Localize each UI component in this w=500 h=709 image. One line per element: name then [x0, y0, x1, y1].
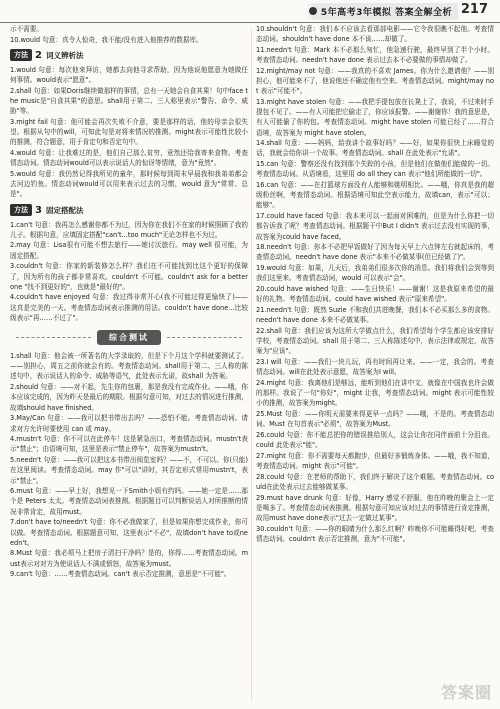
answer-item: 21.needn't 句意：既然 Suzie 不和我们共进晚餐，我们本不必买那么多的食物。needn't have done 本来不必做某事。 — [256, 305, 494, 325]
answer-item: 22.shall 句意：我们应该为这所大学做点什么，我们希望每个学生都应该安排好学校，考查情态动词。shall 用于第二、三人称陈述句中，表示法律或规定，故答案为"应该"。 — [256, 326, 494, 356]
brand-text: 5年高考3年模拟 答案全解全析 — [320, 8, 452, 18]
answer-item: 30.couldn't 句意：——你的眼睛为什么那么红啊？昨晚你不可能睡得好吧，考查情态动词。couldn't 表示否定推测，意为"不可能"。 — [256, 524, 494, 543]
page-header — [0, 0, 500, 23]
answer-item: 2.should 句意：——对不起，先生你的包裹，那是我没有完成作业。——哦，你本应该完成的，因为昨天是最后的期限。根据句意可知，对过去的情况进行推测，故填should have finished。 — [10, 383, 248, 412]
page-number: 217 — [460, 2, 488, 17]
book-brand — [305, 3, 458, 20]
answer-item: 13.might have stolen 句意：——我把手提包放在长凳上了，我说，不过来时手提包不见了。——有人可能把它偷走了，你应该报警。——谢谢你！我的意思是，有人可能偷了你的包。考查情态动词。might have stolen 可能已经了……符合语境，故答案为 might have stolen。 — [256, 97, 494, 137]
method-number: 3 — [35, 204, 42, 216]
answer-item: 5.needn't 句意：——我可以把这本书带出阅览室吗？——不，不可以。你(只能)在这里阅读。考查情态动词。may 作"可以"讲时，其否定形式常用mustn't，表示"禁止"。 — [10, 456, 248, 485]
answer-item: 11.needn't 句意：Mark 本不必那么匆忙，他急速行驶，最终早到了半个小时。考查情态动词。needn't have done 表示过去本不必要做的事情却做了。 — [256, 45, 494, 65]
brand-logo-icon — [309, 7, 317, 15]
left-column — [10, 24, 248, 703]
method-heading — [10, 49, 248, 62]
answer-item: 6.must 句意：——早上好，我想见一下Smith小姐有约吗。——她一定是……那个是 Peters 太太。考查情态动词表推测。根据题目可以判断说话人对所推断的情况非常肯定，故用must。 — [10, 487, 248, 516]
answer-item: 2.may 句意：Lisa很有可能不想去旅行——她讨厌旅行。may well 很可能，为固定搭配。 — [10, 241, 248, 260]
answer-item: 3.couldn't 句意：你家的新装修怎么样？我们在不可能找到比这个更好的保障了，因为所有的孩子都非常喜欢。couldn't 不可能。couldn't ask for a better one "找不到更好的"，也就是"最好的"。 — [10, 262, 248, 291]
answer-item: 18.needn't 句意：你本不必把早饭做好了因为每天早上六点钟左右就起床的，考查情态动词。needn't have done 表示"本来不必做某事(但已经做了)"。 — [256, 243, 494, 262]
answer-item: 28.could 句意：在老师的帮助下，我们终于解决了这个难题。考查情态动词。could在此处表示过去能够做某事。 — [256, 472, 494, 491]
method-title: 词义辨析法 — [45, 50, 84, 60]
method-number: 2 — [35, 49, 42, 61]
section-banner — [10, 329, 248, 345]
section-title: 综合测试 — [97, 330, 161, 345]
answer-item: 1.can't 句意：我再怎么感谢你都不为过，因为你在我们不在家的时候照顾了我的儿子。根据句意，应填固定搭配"can't...too much"无论怎样也不为过。 — [10, 220, 248, 239]
answer-item: 14.shall 句意：——妈妈，給我讲个故事好吗？——好，如果你很快上床睡觉的话，我就会给你讲一个故事。考查情态动词。shall 在此处表示"允诺"。 — [256, 139, 494, 158]
answer-item: 24.might 句意：我离他们是够远，能听到他们在讲中文，就像在中国我也许会做的那样。我说了一句"你好"，might 让我，考查情态动词。might 表示可能性较小的推测，故答案为might。 — [256, 378, 494, 408]
answer-item: 示不需要。 — [10, 25, 43, 33]
answer-item: 3.might fail 句意：他可能会再次失败不介意，要是那样的话，他的母亲会很失望。根据从句中的will，可知此句是对将来情况的推测。might表示可能性比较小的推测，符合题意，用于肯定句和否定句中。 — [10, 117, 248, 147]
answer-item: 4.couldn't have enjoyed 句意：我过得非常开心(我不可能过得更愉快了)——这真是完美的一天。考查情态动词表示推测的用法。couldn't have done...比较级表示"再……不过了"。 — [10, 293, 248, 322]
answer-item: 25.Must 句意：——你明天需要来得更早一点吗？——哦，不是的。考查情态动词。Must 在句首表示"必须"，故答案为Must。 — [256, 410, 494, 429]
answer-item: 19.would 句意：如果，儿天后，我弟弟们很多次你的消息。我们将我们会到等到我们这里来。考查情态动词，would 可以表示"会"。 — [256, 264, 494, 283]
answer-item: 12.might/may not 句意：——我真的不喜欢 James。你为什么邀请他？——别担心，他可能来不了，他说他还不确定他有空来。考查情态动词。might/may not 表示"可能不"。 — [256, 66, 494, 96]
answer-item: 27.might 句意：你不需要每天都跑步，但最好多锻炼身体。——哦，我不知道，考查情态动词。might 表示"可能"。 — [256, 451, 494, 471]
method-heading — [10, 204, 248, 217]
answer-item: 3.May/Can 句意：——我可以把书带出去吗？——恐怕不能。考查情态动词。请求对方允许时要使用 can 或 may。 — [10, 414, 248, 433]
answer-item: 29.must have drunk 句意：好像，Harry 感觉不舒服，他在昨晚的聚会上一定是喝多了。考查情态动词表推测。根据句意可知应该对过去的事情进行肯定推测，故用must have done表示"过去一定做过某事"。 — [256, 493, 494, 523]
method-title: 固定搭配法 — [45, 205, 84, 215]
answer-item: 4.would 句意：让我难过的是，他们自己那么贫穷，竟然还给我寄来食物。考查情态动词。情态动词would可以表示说话人的惊讶等情绪，意为"竟然"。 — [10, 149, 248, 168]
answer-item: 26.could 句意：你不能总把你的错误推给别人，这会让你在同伴面前十分沮丧。could 此处表示"能"。 — [256, 430, 494, 450]
answer-item: 20.could have wished 句意：——生日快乐！——谢谢！这是我原来希望的最好的礼物。考查情态动词。could have wished 表示"原来希望"。 — [256, 285, 494, 304]
answer-item: 17.could have faced 句意：我本来可以一起面对困难的，但是为什么你把一切都告诉我了呢？考查情态动词。根据题干中But I didn't 表示过去没有实现的事，故答案为could have faced。 — [256, 212, 494, 241]
answer-item: 10.shouldn't 句意：我们本不应该去看那部电影——它令我很瞧不起他。考查情态动词。shouldn't have done 本不该……却做了。 — [256, 25, 494, 44]
answer-item: 10.would 句意：真令人惊奇，我不能/没有进入他推荐的数据库。 — [10, 35, 203, 44]
right-column — [256, 24, 494, 703]
answer-item: 4.mustn't 句意：你不可以在此停车！这是紧急出口，考查情态动词。mustn't表示"禁止"；由语境可知，这里是表示"禁止停车"，故答案为mustn't。 — [10, 435, 248, 454]
banner-line — [16, 337, 91, 338]
answer-item: 2.shall 句意：如果Doris继续做那样的事情，总有一天她会自食其果！句中face the music是"自食其果"的意思。shall用于第二、三人称里表示"警告、命令、威胁"等。 — [10, 86, 248, 116]
answer-item: 5.would 句意：我仍然记得我所见的童年，那时候每到周末早晨我和我弟弟都会去河边钓鱼。情态动词would可以用来表示过去的习惯，would 意为"常常、总是"。 — [10, 169, 248, 199]
answer-item: 1.shall 句意：他会被一所著名的大学录取的，但是下个月这个学科就要测试了。——别担心，周五之前你就会有的。考查情态动词。shall用于第二、三人称的陈述句中，表示说话人的命令、威胁等语气，此处表示允诺，故shall 为答案。 — [10, 352, 248, 381]
answer-item: 16.can 句意：——在打篮球方面没有人能够和姚明相比。——哦，你真是我的超级粉丝啊，考查情态动词。根据语境可知此空表示能力，故填can，表示"可以；能够"。 — [256, 181, 494, 210]
answer-item: 7.don't have to/needn't 句意：你不必我做家了，但是如果你想完成作业，你可以做。考查情态动词。根据题意可知，这里表示"不必"，故填don't have to或needn't。 — [10, 518, 248, 547]
answer-item: 1.would 句意：每次他来拜访，她都去向他寻求帮助，因为他说他愿意为她做任何事情。would表示"愿意"。 — [10, 65, 248, 85]
method-tag: 方法 — [10, 49, 32, 61]
answer-item: 23.I will 句意：——我们一块儿玩，再有时间再让来。——一定，我会的。考查情态动词。will在此处表示意愿，故答案为I will。 — [256, 358, 494, 377]
method-tag: 方法 — [10, 204, 32, 216]
answer-item: 9.can't 句意：……考查情态动词。can't 表示否定推测，意思是"不可能"。 — [10, 570, 231, 579]
watermark-logo: 答案圈 — [440, 683, 492, 702]
answer-item: 15.can 句意：警察还没有找到那个失踪的小孩，但是他们在做他们能做的一切。考查情态动词。从语境看，这里用 do all they can 表示"他们所能做的一切"。 — [256, 160, 494, 179]
answer-item: 8.Must 句意：我必须马上把房子清扫干净吗？是的，你得……考查情态动词。must表示对对方为使说话人不满或愤怒，故答案为must。 — [10, 549, 248, 568]
banner-line — [167, 337, 242, 338]
column-divider — [251, 28, 252, 701]
